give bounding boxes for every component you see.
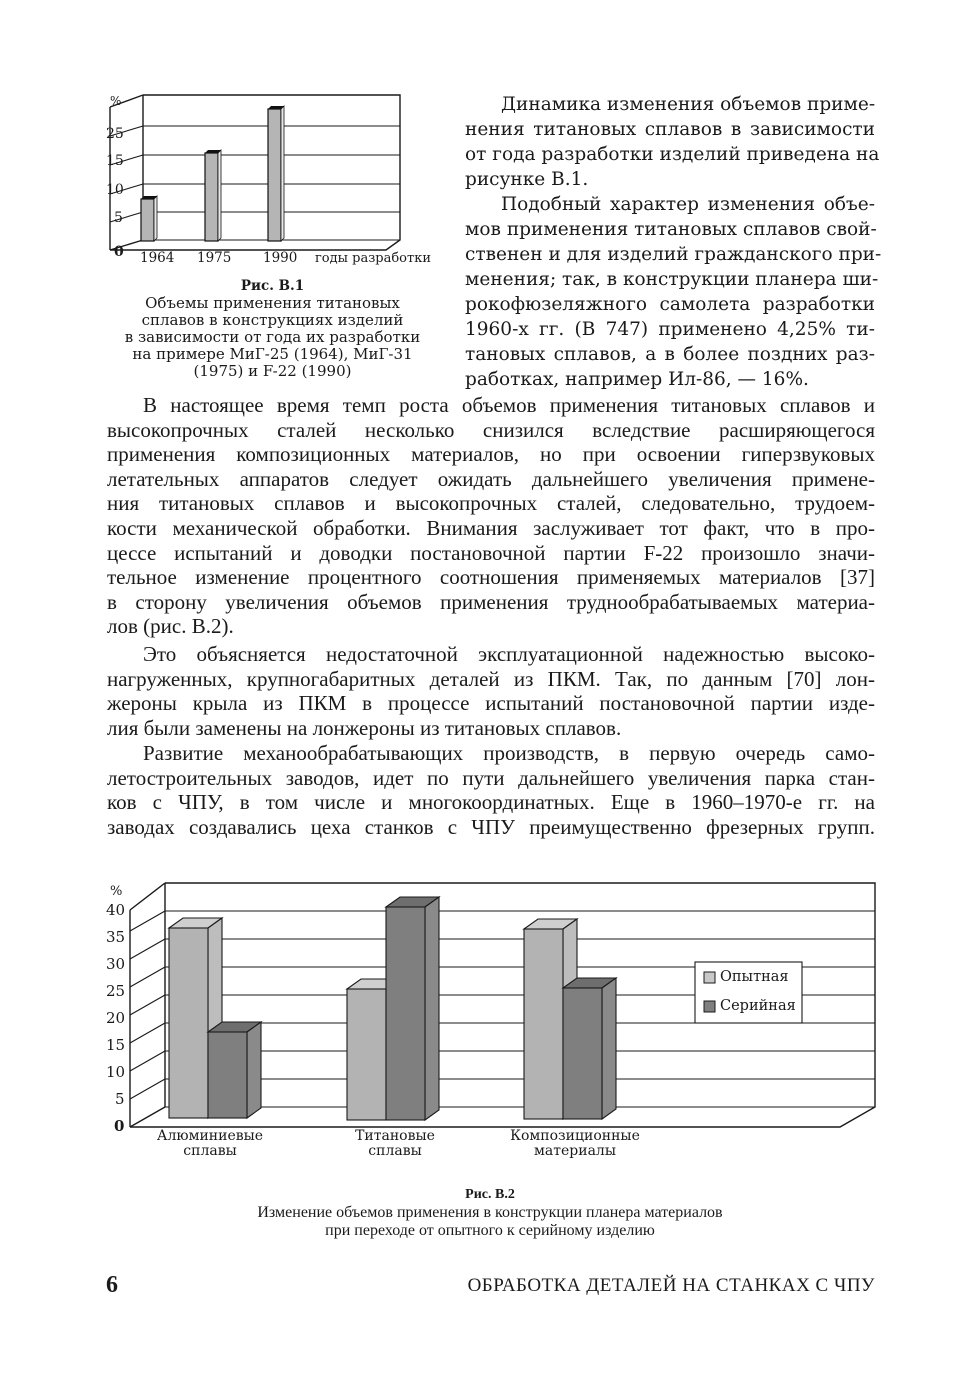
figure2-bars bbox=[169, 897, 616, 1120]
figure2-y-tick: 35 bbox=[106, 928, 126, 946]
bar-1975 bbox=[205, 150, 221, 241]
running-title: ОБРАБОТКА ДЕТАЛЕЙ НА СТАНКАХ С ЧПУ bbox=[467, 1275, 875, 1296]
text-line: нения титановых сплавов в зависимости bbox=[465, 119, 875, 140]
text-line: менения; так, в конструкции планера ши- bbox=[465, 269, 879, 290]
text-line: нагруженных, крупногабаритных деталей из ПКМ. Так, по данным [70] лон- bbox=[107, 666, 875, 691]
caption-line: при переходе от опытного к серийному изделию bbox=[325, 1222, 655, 1239]
text-line: Подобный характер изменения объе- bbox=[501, 194, 875, 215]
text-line: применения композиционных материалов, но при освоении гиперзвуковых bbox=[107, 442, 875, 467]
text-line: ния титановых сплавов и высокопрочных сталей, следовательно, трудоем- bbox=[107, 491, 875, 516]
text-line: Развитие механообрабатывающих производств, в первую очередь само- bbox=[143, 741, 875, 765]
text-line: летостроительных заводов, идет по пути дальнейшего увеличения парка стан- bbox=[107, 765, 875, 790]
text-line: в сторону увеличения объемов применения труднообрабатываемых материа- bbox=[107, 589, 875, 614]
text-line: рисунке В.1. bbox=[465, 169, 589, 190]
figure2-y-tick: 20 bbox=[106, 1009, 126, 1027]
figure1-y-tick: 0 bbox=[114, 244, 124, 260]
figure1-x-label: 1964 bbox=[140, 250, 175, 266]
paragraph-1 bbox=[107, 393, 875, 639]
text-line: от года разработки изделий приведена на bbox=[465, 144, 880, 165]
figure1-x-label: 1975 bbox=[197, 250, 232, 266]
paragraph-3 bbox=[107, 741, 875, 839]
text-line: летательных аппаратов следует ожидать дальнейшего увеличения примене- bbox=[107, 466, 875, 491]
text-line: ственен и для изделий гражданского при- bbox=[465, 244, 882, 265]
bar-composites-serial bbox=[563, 978, 616, 1119]
caption-line: Изменение объемов применения в конструкции планера материалов bbox=[257, 1204, 723, 1221]
text-line: работках, например Ил-86, — 16%. bbox=[465, 369, 809, 390]
text-line: высокопрочных сталей несколько снизился вследствие расширяющегося bbox=[107, 417, 875, 442]
text-line: рокофюзеляжного самолета разработки bbox=[465, 294, 875, 315]
caption-line: сплавов в конструкциях изделий bbox=[141, 311, 404, 329]
text-line: заводах создавались цеха станков с ЧПУ преимущественно фрезерных групп. bbox=[107, 814, 875, 839]
figure2-y-unit: % bbox=[110, 884, 123, 899]
figure2-y-tick: 0 bbox=[114, 1117, 125, 1135]
category-line: сплавы bbox=[183, 1143, 237, 1159]
page-number: 6 bbox=[106, 1272, 118, 1298]
bar-1964 bbox=[141, 196, 157, 241]
category-line: Титановые bbox=[355, 1128, 435, 1144]
figure1-y-tick: 15 bbox=[106, 153, 124, 169]
category-line: Алюминиевые bbox=[156, 1128, 264, 1144]
figure2-category-composites bbox=[495, 1129, 655, 1159]
text-line: 1960-х гг. (В 747) применено 4,25% ти- bbox=[465, 319, 875, 340]
text-line: тельное изменение процентного соотношения применяемых материалов [37] bbox=[107, 565, 875, 590]
figure2-category-aluminium bbox=[140, 1129, 280, 1159]
figure2-y-tick: 10 bbox=[106, 1063, 126, 1081]
figure2-y-tick: 25 bbox=[106, 982, 126, 1000]
legend-swatch-serial bbox=[704, 1001, 715, 1012]
figure1-y-unit: % bbox=[110, 94, 122, 108]
figure1-chart bbox=[100, 88, 450, 273]
caption-line: в зависимости от года их разработки bbox=[124, 328, 421, 346]
text-line: Динамика изменения объемов приме- bbox=[501, 94, 876, 115]
figure2-y-tick: 30 bbox=[106, 955, 126, 973]
bar-aluminium-serial bbox=[208, 1022, 261, 1118]
figure1-x-label: 1990 bbox=[263, 250, 298, 266]
category-line: Композиционные bbox=[510, 1128, 640, 1144]
bar-titanium-serial bbox=[386, 897, 439, 1120]
figure1-label: Рис. В.1 bbox=[240, 278, 305, 294]
text-line: лия были заменены на лонжероны из титановых сплавов. bbox=[107, 715, 622, 740]
caption-line: Объемы применения титановых bbox=[145, 294, 400, 312]
paragraph-2 bbox=[107, 642, 875, 740]
figure1-y-tick: 25 bbox=[106, 126, 124, 142]
text-line: цессе испытаний и доводки постановочной партии F-22 произошло значи- bbox=[107, 540, 875, 565]
category-line: материалы bbox=[534, 1143, 616, 1159]
text-line: жероны крыла из ПКМ в процессе испытаний постановочной партии изде- bbox=[107, 691, 875, 716]
right-column-text bbox=[465, 92, 882, 392]
legend-swatch-experimental bbox=[704, 972, 715, 983]
text-line: кости механической обработки. Внимания заслуживает тот факт, что в про- bbox=[107, 515, 875, 540]
caption-line: (1975) и F-22 (1990) bbox=[193, 362, 352, 380]
text-line: В настоящее время темп роста объемов применения титановых сплавов и bbox=[143, 393, 875, 417]
figure1-x-axis-title: годы разработки bbox=[315, 251, 431, 266]
figure1-y-tick: 5 bbox=[114, 210, 123, 226]
figure2-caption bbox=[100, 1186, 880, 1240]
bar-1990 bbox=[268, 106, 284, 241]
figure2-category-titanium bbox=[325, 1129, 465, 1159]
category-line: сплавы bbox=[368, 1143, 422, 1159]
figure2-label: Рис. В.2 bbox=[465, 1187, 515, 1202]
figure1-caption bbox=[100, 278, 445, 380]
figure2-y-tick: 5 bbox=[115, 1090, 125, 1108]
text-line: лов (рис. В.2). bbox=[107, 614, 234, 639]
text-line: ков с ЧПУ, в том числе и многокоординатных. Еще в 1960–1970-е гг. на bbox=[107, 790, 875, 815]
legend-label-serial: Серийная bbox=[720, 998, 796, 1014]
legend-label-experimental: Опытная bbox=[720, 969, 789, 985]
text-line: Это объясняется недостаточной эксплуатационной надежностью высоко- bbox=[143, 642, 875, 666]
text-line: мов применения титановых сплавов свой- bbox=[465, 219, 877, 240]
caption-line: на примере МиГ-25 (1964), МиГ-31 bbox=[132, 345, 413, 363]
text-line: тановых сплавов, а в более поздних раз- bbox=[465, 344, 875, 365]
figure2-y-tick: 15 bbox=[106, 1036, 126, 1054]
figure2-y-tick: 40 bbox=[106, 901, 126, 919]
figure1-y-tick: 10 bbox=[106, 182, 124, 198]
